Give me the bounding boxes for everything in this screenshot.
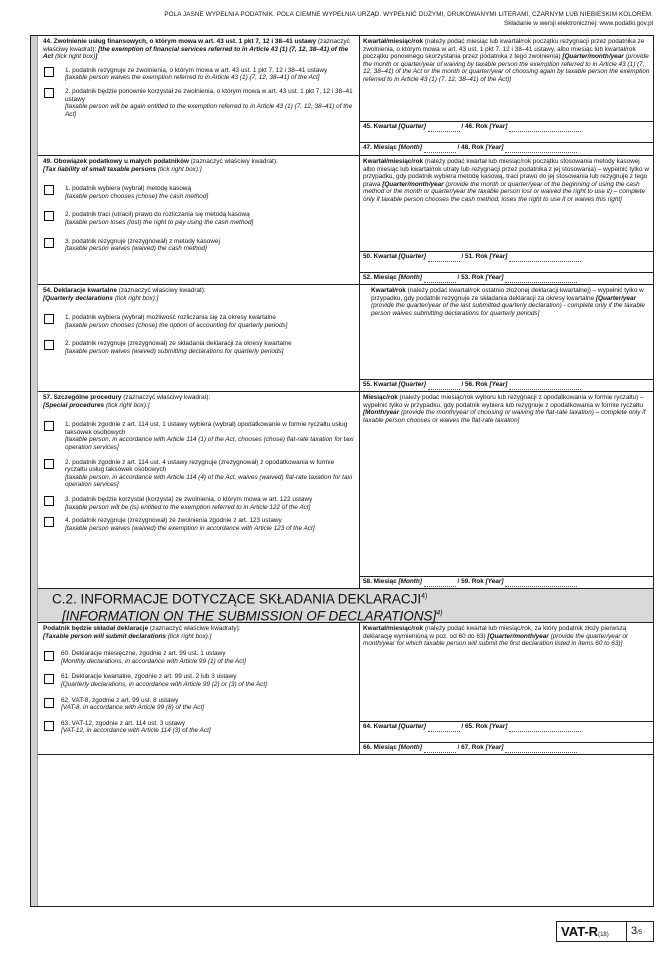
right-text: (należy podać kwartał/rok ostatnio złożonej deklaracji kwartalnej) – wypełnić tylko w przypadku, gdy podatnik rezygnuje ze składania deklaracji za okresy kwartalne: [371, 287, 644, 302]
c2-title-footnote: 4): [421, 593, 428, 600]
checkbox[interactable]: [44, 421, 54, 431]
option-label-en: [Quarterly declarations, in accordance with Article 99 (2) or (3) of the Act]: [61, 680, 267, 688]
right-text: (należy podać miesiąc lub kwartał/rok początku rezygnacji przez podatnika ze zwolnienia, o którym mowa w art. 43 ust. 1 pkt 7, 12 i 38–41 ustawy, albo miesiąc lub kwartał/rok początku ponownego skorzystania przez podatnika z tego zwolnienia): [363, 38, 645, 61]
section-54-title-note: (zaznaczyć właściwy kwadrat):: [118, 287, 206, 294]
section-57-option-3[interactable]: [41, 496, 356, 511]
checkbox[interactable]: [44, 211, 54, 221]
option-label: 61. Deklaracje kwartalne, zgodnie z art. 99 ust. 2 lub 3 ustawy: [61, 673, 237, 681]
section-44-option-2[interactable]: [41, 88, 356, 118]
field-47-48: 47. Miesiąc [Month] / 48. Rok [Year]: [360, 142, 653, 153]
right-title: Kwartał/miesiąc/rok: [363, 38, 424, 45]
form-footer: [556, 921, 654, 942]
checkbox[interactable]: [44, 67, 54, 77]
section-49: [38, 155, 653, 284]
field-47-input[interactable]: [424, 147, 456, 153]
right-en-title: [Quarter/month/year: [562, 53, 624, 61]
c2-left-title-en: [Taxable person will submit declarations: [43, 632, 166, 640]
section-54-option-1[interactable]: [41, 314, 356, 329]
field-56-input[interactable]: [509, 384, 581, 390]
field-66-67: 66. Miesiąc [Month] / 67. Rok [Year]: [360, 742, 653, 755]
section-c2-right: [360, 623, 653, 754]
section-44-title-note: (zaznaczyć właściwy kwadrat):: [43, 38, 350, 53]
c2-option-62[interactable]: [41, 697, 356, 712]
section-54-title: 54. Deklaracje kwartalne: [43, 287, 117, 294]
section-c2-body: [38, 622, 653, 754]
field-48-label-en: [Year]: [485, 144, 504, 151]
field-45-label: 45. Kwartał: [363, 123, 397, 130]
field-56-label-en: [Year]: [489, 381, 508, 388]
option-label: 1. podatnik wybiera (wybrał) metodę kasową: [65, 185, 192, 193]
checkbox[interactable]: [44, 238, 54, 248]
field-47-label: 47. Miesiąc: [363, 144, 397, 151]
right-en-title: [Quarter/year: [595, 294, 637, 302]
right-en-text: (provide the month or quarter/year of waiving by taxable person the exemption referred to in Article 43 (1) (7, 12, 38–41) of the Act or the month or quarter/year of choosing again by taxable person the exemption referred to in Article 43 (1) (7, 12, 38–41) of the Act)]: [363, 53, 650, 83]
option-label-en: [taxable person waives (waived) submitting declarations for quarterly periods]: [65, 347, 284, 355]
option-label: 1. podatnik rezygnuje ze zwolnienia, o którym mowa w art. 43 ust. 1 pkt 7, 12 i 38–41 ustawy: [65, 66, 328, 74]
field-53-label-en: [Year]: [485, 274, 504, 281]
field-50-label-en: [Quarter]: [398, 253, 426, 260]
field-52-53: 52. Miesiąc [Month] / 53. Rok [Year]: [360, 272, 653, 283]
field-58-label-en: [Month]: [398, 578, 422, 585]
right-title: Kwartał/miesiąc/rok: [363, 158, 424, 165]
field-45-label-en: [Quarter]: [398, 123, 426, 130]
right-text: (należy podać miesiąc/rok wyboru lub rezygnacji z opodatkowania w formie ryczałtu) – wypełnić tylko w przypadku, gdy podatnik wybiera lub rezygnuje z opodatkowania w formie ryczałtu: [363, 394, 644, 409]
section-54-title-en: [Quarterly declarations: [43, 294, 113, 302]
field-58-input[interactable]: [424, 581, 456, 587]
right-en-text: (provide the quarter/year or month/year for which taxable person will submit the first declaration listed in items 60 to 63)]: [363, 632, 628, 648]
right-text: (należy podać kwartał lub miesiąc/rok, za który podatnik złoży pierwszą deklarację wymienioną w poz. od 60 do 63): [363, 625, 627, 640]
field-52-input[interactable]: [424, 277, 456, 283]
option-label: 2. podatnik traci (utracił) prawo do rozliczania się metodą kasową: [65, 211, 250, 219]
option-label-en: [taxable person will be again entitled to the exemption referred to in Article 43 (1) (7, 12, 38–41) of the Act]: [65, 103, 353, 118]
right-en-text: (provide the month or quarter/year of the beginning of using the cash method or the month or quarter/year the taxable person lost or waived the right to use it) – complete only if taxable person chooses the cash method, loses the right to use it or waives this right]: [363, 180, 646, 203]
field-66-label-en: [Month]: [398, 744, 422, 751]
field-46-label: 46. Rok: [465, 123, 488, 130]
section-c2-left: [38, 623, 360, 754]
option-label-en: [Monthly declarations, in accordance with Article 99 (1) of the Act]: [61, 657, 246, 665]
checkbox[interactable]: [44, 459, 54, 469]
option-label: 63. VAT-12, zgodnie z art. 114 ust. 3 ustawy: [61, 719, 185, 727]
option-label: 2. podatnik zgodnie z art. 114 ust. 4 ustawy rezygnuje (zrezygnował) z opodatkowania w formie ryczałtu usług taksówek osobowych: [65, 458, 335, 474]
field-50-label: 50. Kwartał: [363, 253, 397, 260]
field-64-label-en: [Quarter]: [398, 723, 426, 730]
right-text: (należy podać kwartał lub miesiąc/rok początku stosowania metody kasowej albo miesiąc lub kwartał/rok utraty lub rezygnacji przez podatnika z jej stosowania) – wypełnić tylko w przypadku, gdy podatnik wybiera metodę kasową, traci prawo do jej stosowania lub rezygnuje z tego prawa: [363, 158, 649, 188]
section-44-title: 44. Zwolnienie usług finansowych, o którym mowa w art. 43 ust. 1 pkt 7, 12 i 38–41 ustawy: [43, 38, 317, 45]
right-en-text: (provide the quarter/year of the last submitted quarterly declaration) - complete only if the taxable person waives submitting declarations for quarterly periods]: [371, 302, 645, 317]
field-59-label-en: [Year]: [485, 578, 504, 585]
field-67-label: 67. Rok: [461, 744, 484, 751]
option-label-en: [VAT-8, in accordance with Article 99 (8) of the Act]: [61, 704, 205, 712]
section-57-option-4[interactable]: [41, 517, 356, 532]
header-instructions: POLA JASNE WYPEŁNIA PODATNIK. POLA CIEMNE WYPEŁNIA URZĄD. WYPEŁNIĆ DUŻYMI, DRUKOWANYMI LITERAMI, CZARNYM LUB NIEBIESKIM KOLOREM.: [164, 11, 653, 18]
field-51-input[interactable]: [509, 256, 581, 262]
checkbox[interactable]: [44, 88, 54, 98]
right-title: Kwartał/rok: [371, 287, 406, 294]
section-57: [38, 391, 653, 588]
section-49-title: 49. Obowiązek podatkowy u małych podatników: [43, 158, 189, 165]
field-66-input[interactable]: [424, 747, 456, 753]
c2-title: C.2. INFORMACJE DOTYCZĄCE SKŁADANIA DEKLARACJI: [52, 591, 422, 607]
section-57-option-2[interactable]: [41, 459, 356, 489]
c2-title-en: [INFORMATION ON THE SUBMISSION OF DECLARATIONS]: [62, 608, 437, 623]
right-en-title: [Quarter/month/year: [382, 180, 444, 188]
section-57-title-en-note: (tick right box):]: [105, 401, 150, 409]
field-56-label: 56. Rok: [465, 381, 488, 388]
field-53-input[interactable]: [505, 277, 577, 283]
checkbox[interactable]: [44, 314, 54, 324]
section-49-option-3[interactable]: [41, 238, 356, 253]
field-58-label: 58. Miesiąc: [363, 578, 397, 585]
option-label-en: [taxable person, in accordance with Article 114 (4) of the Act, waives (waived) flat-rate taxation for taxi operation services]: [65, 473, 353, 489]
option-label-en: [VAT-12, in accordance with Article 114 (3) of the Act]: [61, 727, 211, 735]
option-label-en: [taxable person chooses (chose) the cash method]: [65, 192, 209, 200]
checkbox[interactable]: [44, 721, 54, 731]
section-49-title-en: [Tax liability of small taxable persons: [43, 165, 157, 173]
field-45-46: 45. Kwartał [Quarter] / 46. Rok [Year]: [360, 121, 653, 132]
section-49-title-en-note: (tick right box):]: [157, 165, 202, 173]
field-55-label-en: [Quarter]: [398, 381, 426, 388]
field-59-label: 59. Rok: [461, 578, 484, 585]
field-64-65: 64. Kwartał [Quarter] / 65. Rok [Year]: [360, 721, 653, 732]
field-52-label-en: [Month]: [398, 274, 422, 281]
page-number: 3/5: [631, 925, 643, 937]
section-54: [38, 284, 653, 391]
section-54-right: [360, 285, 653, 391]
field-52-label: 52. Miesiąc: [363, 274, 397, 281]
checkbox[interactable]: [44, 496, 54, 506]
option-label-en: [taxable person waives the exemption referred to in Article 43 (1) (7, 12, 38–41) of the Act]: [65, 74, 320, 82]
section-44-title-en: [the exemption of financial services referred to in Article 43 (1) (7, 12, 38–41) of the Act: [43, 45, 349, 61]
section-49-title-note: (zaznaczyć właściwy kwadrat):: [190, 158, 278, 165]
section-57-title: 57. Szczególne procedury: [43, 394, 122, 401]
section-44-title-en-note: (tick right box): [55, 53, 96, 61]
section-54-option-2[interactable]: [41, 340, 356, 355]
option-label: 3. podatnik rezygnuje (zrezygnował) z metody kasowej: [65, 237, 220, 245]
field-48-input[interactable]: [505, 147, 577, 153]
right-en-text: (provide the month/year of choosing or waiving the flat-rate taxation) – complete only if taxable person chooses or waives the flat-rate taxation]: [363, 409, 646, 424]
field-50-input[interactable]: [428, 256, 460, 262]
section-44-option-1[interactable]: [41, 67, 356, 82]
section-54-left: [38, 285, 360, 391]
field-47-label-en: [Month]: [398, 144, 422, 151]
page-total: /5: [637, 930, 643, 936]
section-49-left: [38, 156, 360, 284]
checkbox[interactable]: [44, 651, 54, 661]
section-57-option-1[interactable]: [41, 421, 356, 451]
checkbox[interactable]: [44, 340, 54, 350]
option-label-en: [taxable person waives (waived) the exemption in accordance with Article 123 of the Act]: [65, 524, 315, 532]
checkbox[interactable]: [44, 185, 54, 195]
header-electronic-note: Składanie w wersji elektronicznej: www.podatki.gov.pl: [504, 20, 653, 27]
field-53-label: 53. Rok: [461, 274, 484, 281]
field-55-input[interactable]: [428, 384, 460, 390]
c2-option-63[interactable]: [41, 720, 356, 735]
checkbox[interactable]: [44, 698, 54, 708]
section-44-right: [360, 36, 653, 155]
option-label-en: [taxable person will be (is) entitled to the exemption referred to in Article 122 of the Act]: [65, 503, 311, 511]
option-label: 60. Deklaracje miesięczne, zgodnie z art. 99 ust. 1 ustawy: [61, 650, 226, 658]
field-65-label: 65. Rok: [465, 723, 488, 730]
checkbox[interactable]: [44, 517, 54, 527]
right-en-title: [Quarter/month/year: [487, 632, 549, 640]
section-49-right: [360, 156, 653, 284]
field-58-59: 58. Miesiąc [Month] / 59. Rok [Year]: [360, 576, 653, 589]
section-44: [38, 36, 653, 155]
field-65-label-en: [Year]: [489, 723, 508, 730]
field-65-input[interactable]: [509, 726, 581, 732]
field-48-label: 48. Rok: [461, 144, 484, 151]
field-67-input[interactable]: [505, 747, 577, 753]
right-en-title: [Month/year: [363, 409, 400, 417]
field-45-input[interactable]: [428, 126, 460, 132]
field-51-label-en: [Year]: [489, 253, 508, 260]
section-54-title-en-note: (tick right box):]: [114, 294, 159, 302]
option-label: 4. podatnik rezygnuje (zrezygnował) ze zwolnienia zgodnie z art. 123 ustawy: [65, 517, 282, 525]
section-44-left: 44. Zwolnienie usług finansowych, o którym mowa w art. 43 ust. 1 pkt 7, 12 i 38–41 ustawy (zaznaczyć właściwy kwadrat): [the exemption of financial services referred to in Article 43 (1) (7, 12, 38–41) of the Act (tick right box)] 1. podatnik rezygnuje ze zwolnienia, o którym mowa w art. 43 ust. 1 pkt 7, 12 i 38–41 ustawy [taxable person waives the exemption referred to in Article 43 (1) (7, 12, 38–41) of the Act] 2. podatnik będzie ponownie korzystał ze zwolnienia, o którym mowa w art. 43 ust. 1 pkt 7, 12 i 38–41 ustawy [taxable person will be again entitled to the exemption referred to in Article 43 (1) (7, 12, 38–41) of the Act]: [38, 36, 360, 155]
field-59-input[interactable]: [505, 581, 577, 587]
option-label-en: [taxable person, in accordance with Article 114 (1) of the Act, chooses (chose) flat-rate taxation for taxi operation services]: [65, 436, 354, 451]
section-49-option-2[interactable]: [41, 211, 356, 226]
section-49-option-1[interactable]: [41, 185, 356, 200]
field-67-label-en: [Year]: [485, 744, 504, 751]
option-label: 2. podatnik rezygnuje (zrezygnował) ze składania deklaracji za okresy kwartalne: [65, 340, 292, 348]
c2-option-61[interactable]: [41, 673, 356, 688]
field-46-label-en: [Year]: [489, 123, 508, 130]
option-label: 1. podatnik wybiera (wybrał) możliwość rozliczania się za okresy kwartalne: [65, 314, 276, 322]
empty-area: [38, 754, 653, 908]
form-page: [30, 35, 654, 907]
form-code: VAT-R(18): [557, 922, 627, 941]
section-57-left: [38, 392, 360, 588]
option-label-en: [taxable person loses (lost) the right to pay using the cash method]: [65, 218, 254, 226]
section-c2-heading: [38, 588, 653, 622]
field-51-label: 51. Rok: [465, 253, 488, 260]
section-57-title-note: (zaznaczyć właściwy kwadrat):: [123, 394, 211, 401]
field-66-label: 66. Miesiąc: [363, 744, 397, 751]
checkbox[interactable]: [44, 674, 54, 684]
form-version: (18): [598, 932, 609, 938]
c2-left-note: (zaznaczyć właściwe kwadraty):: [149, 625, 241, 632]
option-label: 3. podatnik będzie korzystał (korzysta) ze zwolnienia, o którym mowa w art. 122 ustawy: [65, 495, 313, 503]
field-46-input[interactable]: [509, 126, 581, 132]
c2-option-60[interactable]: [41, 650, 356, 665]
option-label-en: [taxable person chooses (chose) the option of accounting for quarterly periods]: [65, 321, 288, 329]
section-57-right: [360, 392, 653, 588]
field-50-51: 50. Kwartał [Quarter] / 51. Rok [Year]: [360, 251, 653, 262]
c2-left-note-en: (tick right box):]: [167, 632, 212, 640]
option-label-en: [taxable person waives (waived) the cash method]: [65, 245, 207, 253]
field-55-label: 55. Kwartał: [363, 381, 397, 388]
left-margin-bar: [31, 36, 38, 906]
field-55-56: 55. Kwartał [Quarter] / 56. Rok [Year]: [360, 379, 653, 392]
field-64-input[interactable]: [428, 726, 460, 732]
section-57-title-en: [Special procedures: [43, 401, 105, 409]
field-64-label: 64. Kwartał: [363, 723, 397, 730]
c2-left-title: Podatnik będzie składał deklaracje: [43, 625, 149, 632]
c2-title-en-footnote: 4): [436, 609, 443, 617]
option-label: 2. podatnik będzie ponownie korzystał ze zwolnienia, o którym mowa w art. 43 ust. 1 pkt 7, 12 i 38–41 ustawy: [65, 87, 353, 103]
right-title: Kwartał/miesiąc/rok: [363, 625, 424, 632]
right-title: Miesiąc/rok: [363, 394, 398, 401]
option-label: 1. podatnik zgodnie z art. 114 ust. 1 ustawy wybiera (wybrał) opodatkowanie w formie ryczałtu usług taksówek osobowych: [65, 421, 348, 436]
option-label: 62. VAT-8, zgodnie z art. 99 ust. 8 ustawy: [61, 696, 179, 704]
